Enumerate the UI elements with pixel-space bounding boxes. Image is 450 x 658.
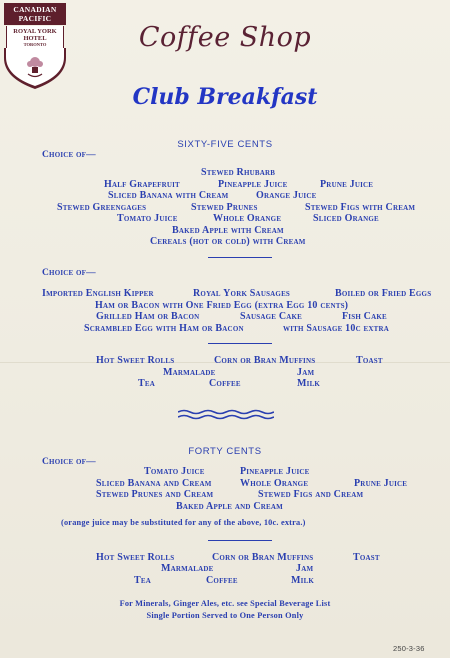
menu-subtitle: Club Breakfast [132, 84, 318, 110]
menu-item: Stewed Figs and Cream [258, 489, 364, 500]
menu-item: Sausage Cake [240, 311, 303, 322]
menu-item: Stewed Rhubarb [201, 167, 276, 178]
menu-item: Imported English Kipper [42, 288, 154, 299]
choice-label: Choice of— [42, 268, 96, 278]
divider-rule [208, 257, 272, 258]
menu-item: Hot Sweet Rolls [96, 552, 175, 563]
menu-item: Sliced Orange [313, 213, 379, 224]
menu-item: Scrambled Egg with Ham or Bacon [84, 323, 244, 334]
portion-note: Single Portion Served to One Person Only [146, 611, 304, 620]
price-heading-40: FORTY CENTS [188, 446, 262, 457]
divider-rule [208, 343, 272, 344]
menu-item: Baked Apple with Cream [172, 225, 284, 236]
menu-item: Corn or Bran Muffins [212, 552, 314, 563]
shield-text-toronto: TORONTO [23, 42, 47, 47]
menu-item: Sliced Banana with Cream [108, 190, 229, 201]
menu-item: Fish Cake [342, 311, 387, 322]
menu-item: Boiled or Fried Eggs [335, 288, 432, 299]
shield-text-royal-york: ROYAL YORK [13, 28, 57, 35]
menu-item: Toast [353, 552, 380, 563]
menu-item: Corn or Bran Muffins [214, 355, 316, 366]
menu-item: Half Grapefruit [104, 179, 180, 190]
menu-item: Coffee [209, 378, 241, 389]
menu-item: Baked Apple and Cream [176, 501, 283, 512]
menu-item: Prune Juice [320, 179, 374, 190]
menu-item: Milk [297, 378, 321, 389]
menu-title: Coffee Shop [138, 22, 312, 53]
menu-item: Sliced Banana and Cream [96, 478, 212, 489]
menu-item: Milk [291, 575, 315, 586]
wave-divider-icon [178, 408, 274, 422]
menu-item: Jam [297, 367, 315, 378]
menu-item: Whole Orange [240, 478, 309, 489]
menu-item: Orange Juice [256, 190, 317, 201]
menu-item: Royal York Sausages [193, 288, 291, 299]
menu-item: Jam [296, 563, 314, 574]
menu-item: Whole Orange [213, 213, 282, 224]
menu-item: Toast [356, 355, 383, 366]
menu-item: Stewed Prunes [191, 202, 258, 213]
menu-item: Hot Sweet Rolls [96, 355, 175, 366]
menu-item: Coffee [206, 575, 238, 586]
menu-item: Prune Juice [354, 478, 408, 489]
menu-item: Tea [138, 378, 155, 389]
choice-label: Choice of— [42, 457, 96, 467]
menu-item: Stewed Figs with Cream [305, 202, 416, 213]
menu-item: Tea [134, 575, 151, 586]
menu-item: Marmalade [163, 367, 216, 378]
beverage-note: For Minerals, Ginger Ales, etc. see Special Beverage List [119, 599, 331, 608]
menu-item: Stewed Greengages [57, 202, 147, 213]
menu-item: Pineapple Juice [240, 466, 310, 477]
shield-text-canadian: CANADIAN [13, 5, 57, 14]
menu-item: Tomato Juice [117, 213, 178, 224]
price-heading-65: SIXTY-FIVE CENTS [177, 139, 273, 150]
menu-item: Marmalade [161, 563, 214, 574]
divider-rule [208, 540, 272, 541]
choice-label: Choice of— [42, 150, 96, 160]
menu-item: Cereals (hot or cold) with Cream [150, 236, 306, 247]
crest-icon [4, 48, 66, 89]
menu-item: with Sausage 10c extra [283, 323, 390, 334]
print-code: 250-3-36 [393, 644, 425, 653]
menu-item: Tomato Juice [144, 466, 205, 477]
menu-item: Stewed Prunes and Cream [96, 489, 214, 500]
menu-item: Grilled Ham or Bacon [96, 311, 200, 322]
substitution-note: (orange juice may be substituted for any of the above, 10c. extra.) [61, 518, 306, 527]
shield-text-pacific: PACIFIC [18, 14, 52, 23]
menu-item: Ham or Bacon with One Fried Egg (extra Egg 10 cents) [95, 300, 349, 311]
shield-text-hotel: HOTEL [23, 35, 47, 42]
menu-item: Pineapple Juice [218, 179, 288, 190]
